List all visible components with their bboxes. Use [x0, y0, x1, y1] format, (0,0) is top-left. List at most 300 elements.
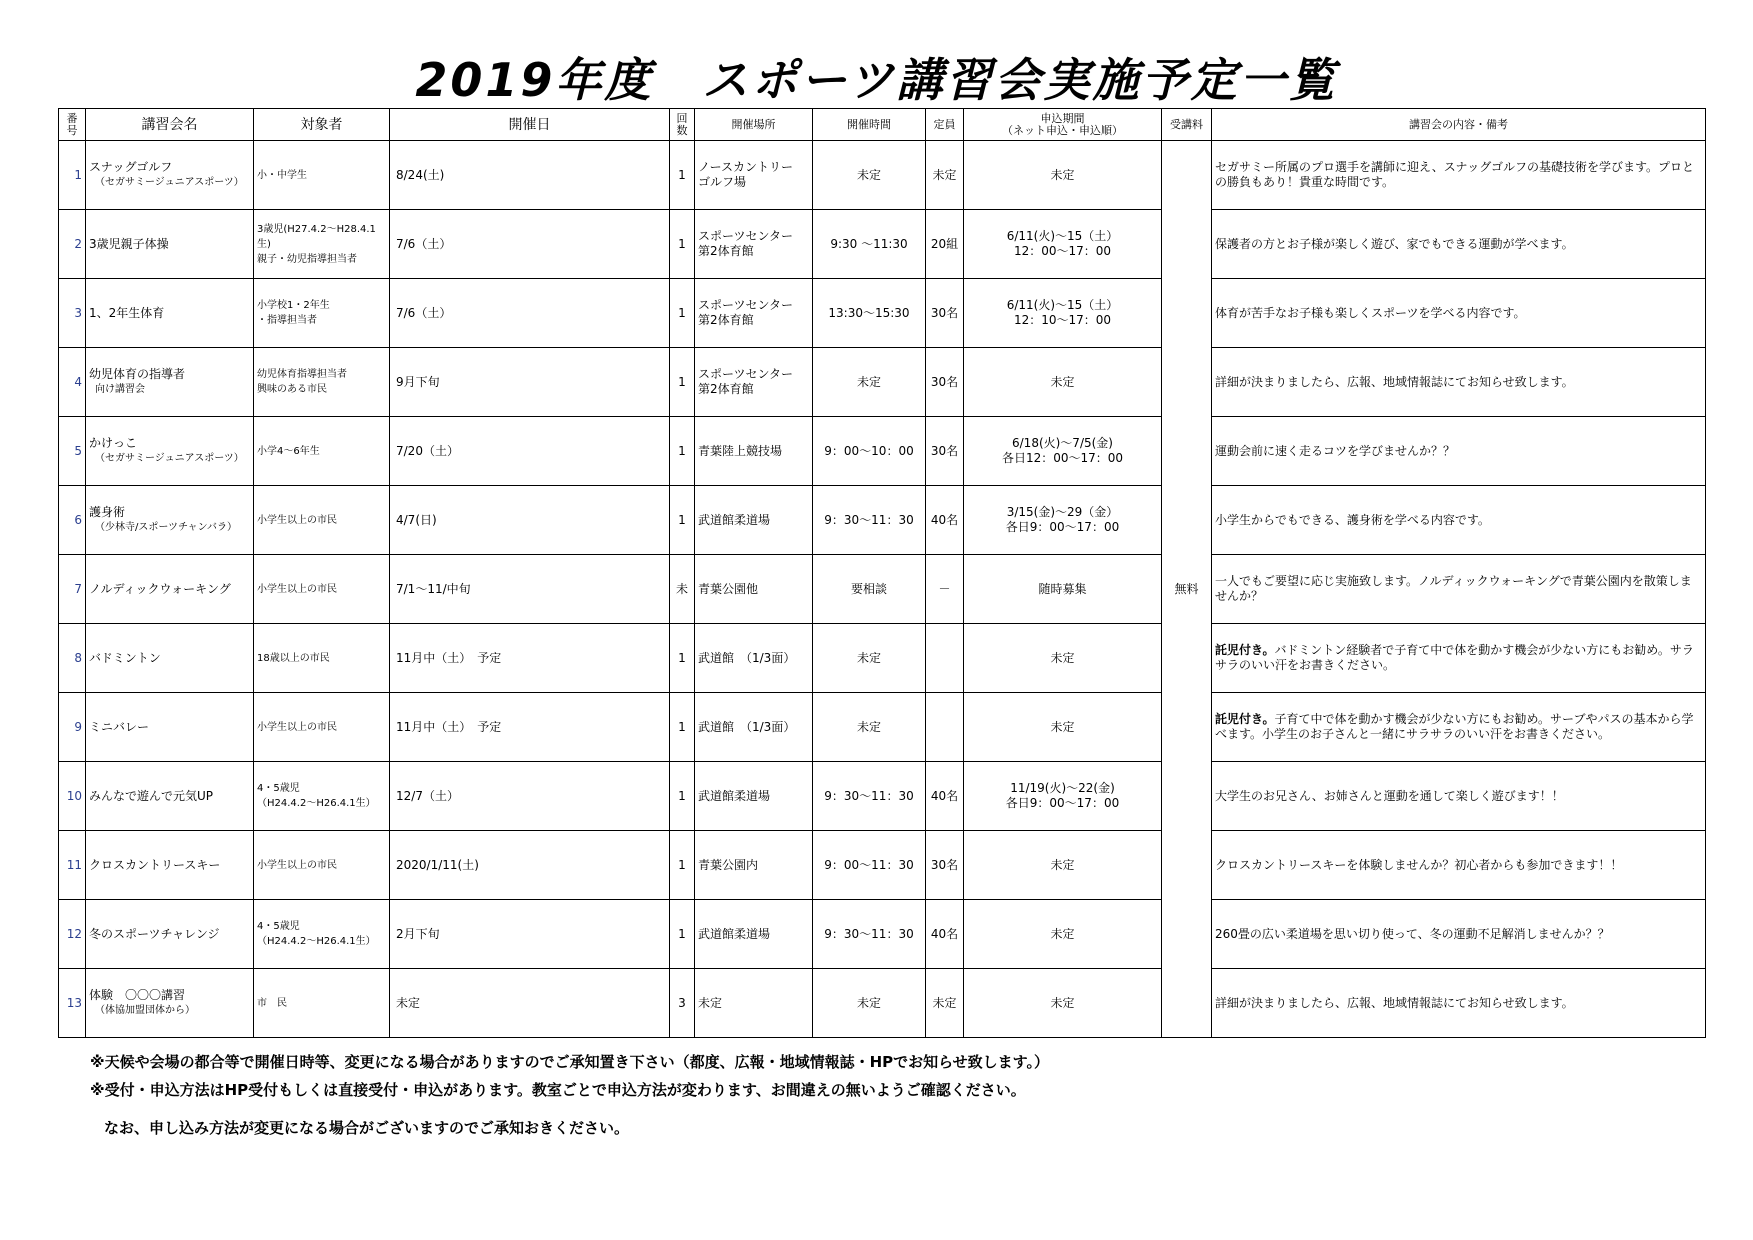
row-count-count: 1 — [678, 650, 686, 665]
row-apply-apply1: 未定 — [1050, 926, 1075, 941]
row-content — [1212, 624, 1706, 693]
row-capacity-capacity: 30名 — [930, 374, 959, 389]
row-place — [695, 969, 813, 1038]
row-name — [86, 279, 254, 348]
row-content-text: 子育て中で体を動かす機会が少ない方にもお勧め。サーブやパスの基本から学べます。小学生のお子さんと一緒にサラサラのいい汗をお書きください。 — [1215, 712, 1694, 741]
row-count-count: 1 — [678, 236, 686, 251]
row-time — [813, 624, 926, 693]
row-place-place2: 第2体育館 — [698, 244, 754, 258]
row-content-highlight: 託児付き。 — [1215, 643, 1275, 657]
row-count — [670, 417, 695, 486]
row-number — [59, 969, 86, 1038]
row-name — [86, 348, 254, 417]
row-content-text: バドミントン経験者で子育て中で体を動かす機会が少ない方にもお勧め。サラサラのいい汗をお書きください。 — [1215, 643, 1694, 672]
row-apply-apply1: 6/11(火)～15（土） — [1006, 229, 1119, 243]
row-apply-apply2: 12：00～17：00 — [1013, 244, 1112, 258]
row-content — [1212, 417, 1706, 486]
row-number-no: 2 — [74, 236, 82, 251]
row-capacity-capacity: 40名 — [930, 512, 959, 527]
header-place: 開催場所 — [695, 109, 813, 141]
page-title: 2019年度 スポーツ講習会実施予定一覧 — [415, 53, 1338, 107]
header-date: 開催日 — [390, 109, 670, 141]
footnote-3: なお、申し込み方法が変更になる場合がございますのでご承知おきください。 — [104, 1119, 630, 1137]
row-number-no: 3 — [74, 305, 82, 320]
row-time-time: 9：30～11：30 — [824, 512, 914, 527]
row-target-target1: 小学生以上の市民 — [257, 721, 337, 733]
row-name-name: 幼児体育の指導者 — [89, 367, 186, 381]
row-name-name: 3歳児親子体操 — [89, 236, 169, 251]
row-date-date: 8/24(土) — [396, 167, 445, 182]
row-capacity-capacity: － — [938, 581, 951, 596]
row-content — [1212, 486, 1706, 555]
row-name-name: 護身術 — [89, 505, 126, 519]
table-row — [59, 624, 1706, 693]
row-apply-apply1: 未定 — [1050, 995, 1075, 1010]
row-apply — [964, 900, 1162, 969]
row-content — [1212, 831, 1706, 900]
row-place-place1: 武道館 （1/3面） — [698, 719, 796, 734]
row-date — [390, 900, 670, 969]
row-target — [254, 762, 390, 831]
row-apply-apply1: 3/15(金)～29（金） — [1006, 505, 1119, 519]
row-target — [254, 348, 390, 417]
header-capacity: 定員 — [926, 109, 964, 141]
row-number-no: 12 — [66, 926, 82, 941]
row-place-place1: スポーツセンター — [698, 229, 794, 243]
row-apply-apply2: 各日9：00～17：00 — [1005, 796, 1120, 810]
table-row — [59, 417, 1706, 486]
row-time-time: 9：00～11：30 — [824, 857, 914, 872]
row-date — [390, 486, 670, 555]
row-content-text: 運動会前に速く走るコツを学びませんか？？ — [1215, 443, 1456, 458]
row-count — [670, 555, 695, 624]
row-apply-apply2: 12：10～17：00 — [1013, 313, 1112, 327]
row-number — [59, 831, 86, 900]
row-apply-apply1: 未定 — [1050, 374, 1075, 389]
row-content — [1212, 969, 1706, 1038]
row-number-no: 1 — [74, 167, 82, 182]
row-place-place1: 青葉陸上競技場 — [698, 443, 783, 458]
row-place-place1: ノースカントリー — [698, 160, 794, 174]
row-time-time: 13:30～15:30 — [828, 305, 910, 320]
row-date — [390, 762, 670, 831]
row-place — [695, 624, 813, 693]
row-capacity — [926, 141, 964, 210]
row-time-time: 未定 — [856, 650, 881, 665]
row-date — [390, 417, 670, 486]
header-name: 講習会名 — [86, 109, 254, 141]
row-count — [670, 831, 695, 900]
row-target-target2: （H24.4.2～H26.4.1生） — [257, 798, 376, 809]
header-apply-line1: 申込期間 — [1040, 111, 1085, 125]
row-apply-apply1: 6/18(火)～7/5(金) — [1012, 436, 1113, 450]
row-number — [59, 624, 86, 693]
row-place — [695, 831, 813, 900]
row-date-date: 2020/1/11(土) — [396, 857, 479, 872]
row-place — [695, 279, 813, 348]
row-target-target1: 小・中学生 — [257, 169, 307, 181]
row-count-count: 1 — [678, 788, 686, 803]
row-name — [86, 624, 254, 693]
row-target-target2: ・指導担当者 — [257, 315, 317, 326]
row-content — [1212, 279, 1706, 348]
row-capacity-capacity: 未定 — [932, 167, 957, 182]
row-date — [390, 693, 670, 762]
row-time — [813, 969, 926, 1038]
row-time — [813, 555, 926, 624]
row-target-target1: 4・5歳児 — [257, 921, 300, 932]
row-time-time: 未定 — [856, 374, 881, 389]
row-capacity — [926, 831, 964, 900]
row-place — [695, 693, 813, 762]
row-target — [254, 693, 390, 762]
row-name — [86, 210, 254, 279]
row-content — [1212, 141, 1706, 210]
row-capacity — [926, 762, 964, 831]
row-date-date: 2月下旬 — [396, 926, 440, 941]
row-time — [813, 762, 926, 831]
row-time — [813, 900, 926, 969]
row-apply-apply2: 各日12：00～17：00 — [1001, 451, 1124, 465]
row-count — [670, 486, 695, 555]
row-number — [59, 762, 86, 831]
row-target — [254, 624, 390, 693]
row-name-name: みんなで遊んで元気UP — [89, 788, 214, 803]
row-name — [86, 762, 254, 831]
row-date-date: 4/7(日) — [396, 512, 437, 527]
row-target — [254, 417, 390, 486]
row-count-count: 3 — [678, 995, 686, 1010]
header-content: 講習会の内容・備考 — [1212, 109, 1706, 141]
row-date — [390, 969, 670, 1038]
header-time: 開催時間 — [813, 109, 926, 141]
row-name-name: クロスカントリースキー — [89, 857, 221, 872]
row-apply — [964, 210, 1162, 279]
table-row — [59, 348, 1706, 417]
row-place — [695, 486, 813, 555]
row-name-name: 1、2年生体育 — [89, 305, 165, 320]
row-count-count: 1 — [678, 926, 686, 941]
row-capacity-capacity: 40名 — [930, 926, 959, 941]
row-apply-apply2: 各日9：00～17：00 — [1005, 520, 1120, 534]
header-apply-line2: （ネット申込・申込順） — [1002, 123, 1123, 137]
row-count — [670, 624, 695, 693]
row-target-target1: 3歳児(H27.4.2～H28.4.1生) — [257, 223, 376, 250]
row-capacity-capacity: 30名 — [930, 857, 959, 872]
schedule-table — [58, 108, 1706, 1038]
row-place-place2: 第2体育館 — [698, 382, 754, 396]
row-place — [695, 417, 813, 486]
row-date — [390, 348, 670, 417]
row-count-count: 1 — [678, 512, 686, 527]
row-target — [254, 141, 390, 210]
row-name — [86, 486, 254, 555]
row-apply-apply1: 未定 — [1050, 857, 1075, 872]
row-content — [1212, 210, 1706, 279]
row-capacity — [926, 210, 964, 279]
row-count — [670, 210, 695, 279]
row-target-target1: 市 民 — [257, 997, 287, 1009]
table-row — [59, 486, 1706, 555]
row-number — [59, 486, 86, 555]
row-place-place1: 武道館柔道場 — [698, 512, 771, 527]
row-time-time: 9：30～11：30 — [824, 926, 914, 941]
row-number — [59, 693, 86, 762]
row-number-no: 11 — [66, 857, 82, 872]
row-date — [390, 831, 670, 900]
row-target-target1: 18歳以上の市民 — [257, 652, 330, 664]
row-apply-apply1: 随時募集 — [1038, 581, 1087, 596]
row-number — [59, 141, 86, 210]
row-time — [813, 693, 926, 762]
row-count — [670, 969, 695, 1038]
row-name-name-sub: （セガサミージュニアスポーツ） — [95, 453, 244, 464]
row-date-date: 12/7（土） — [396, 788, 459, 803]
row-capacity — [926, 279, 964, 348]
row-target-target2: 親子・幼児指導担当者 — [257, 253, 357, 265]
row-name-name: バドミントン — [89, 650, 161, 665]
row-count-count: 1 — [678, 857, 686, 872]
row-content-text: 一人でもご要望に応じ実施致します。ノルディックウォーキングで青葉公園内を散策しませんか？ — [1215, 574, 1692, 603]
row-time-time: 9:30 ～11:30 — [830, 236, 908, 251]
row-content — [1212, 762, 1706, 831]
footnote-2: ※受付・申込方法はHP受付もしくは直接受付・申込があります。教室ごとで申込方法が変わります、お間違えの無いようご確認ください。 — [90, 1081, 1026, 1099]
row-apply-apply1: 11/19(火)～22(金) — [1010, 781, 1115, 795]
row-content — [1212, 348, 1706, 417]
row-apply — [964, 417, 1162, 486]
row-place-place1: スポーツセンター — [698, 367, 794, 381]
row-date — [390, 279, 670, 348]
row-date — [390, 555, 670, 624]
row-time-time: 要相談 — [850, 581, 887, 596]
row-count-count: 1 — [678, 719, 686, 734]
row-place — [695, 210, 813, 279]
row-target-target1: 小学生以上の市民 — [257, 583, 337, 595]
table-row — [59, 762, 1706, 831]
row-date — [390, 141, 670, 210]
row-count-count: 1 — [678, 305, 686, 320]
row-target — [254, 279, 390, 348]
row-apply-apply1: 未定 — [1050, 719, 1075, 734]
row-number — [59, 348, 86, 417]
row-content-text: 260畳の広い柔道場を思い切り使って、冬の運動不足解消しませんか？？ — [1215, 926, 1610, 941]
row-name-name: ミニバレー — [89, 719, 150, 734]
row-name — [86, 141, 254, 210]
row-name — [86, 900, 254, 969]
row-time — [813, 417, 926, 486]
row-target-target1: 幼児体育指導担当者 — [257, 369, 347, 380]
row-date-date: 7/6（土） — [396, 305, 452, 320]
row-name-name: 冬のスポーツチャレンジ — [89, 926, 220, 941]
row-place-place1: 未定 — [698, 995, 723, 1010]
row-place-place1: 武道館柔道場 — [698, 788, 771, 803]
row-name-name: ノルディックウォーキング — [89, 581, 231, 596]
row-number-no: 7 — [74, 581, 82, 596]
row-name-name: スナッグゴルフ — [89, 160, 173, 174]
row-target — [254, 555, 390, 624]
row-count-count: 1 — [678, 443, 686, 458]
header-count: 回数 — [670, 109, 695, 141]
header-apply — [964, 109, 1162, 141]
row-capacity-capacity: 30名 — [930, 443, 959, 458]
row-apply — [964, 693, 1162, 762]
row-capacity-capacity: 40名 — [930, 788, 959, 803]
row-apply — [964, 762, 1162, 831]
row-place — [695, 555, 813, 624]
row-content-text: 小学生からでもできる、護身術を学べる内容です。 — [1215, 512, 1490, 527]
row-time-time: 9：30～11：30 — [824, 788, 914, 803]
table-row — [59, 831, 1706, 900]
row-date-date: 9月下旬 — [396, 374, 440, 389]
row-time — [813, 348, 926, 417]
row-name-name-sub: （体協加盟団体から） — [95, 1005, 195, 1016]
row-place — [695, 348, 813, 417]
row-content — [1212, 555, 1706, 624]
row-name — [86, 555, 254, 624]
row-place-place2: 第2体育館 — [698, 313, 754, 327]
row-target-target2: 興味のある市民 — [257, 384, 327, 395]
row-content-text: 体育が苦手なお子様も楽しくスポーツを学べる内容です。 — [1215, 305, 1526, 320]
row-name-name-sub: 向け講習会 — [95, 384, 145, 395]
row-capacity — [926, 969, 964, 1038]
table-row — [59, 279, 1706, 348]
row-number — [59, 900, 86, 969]
row-date-date: 7/6（土） — [396, 236, 452, 251]
row-place-place1: 青葉公園内 — [698, 857, 759, 872]
row-date-date: 11月中（土） 予定 — [396, 719, 502, 734]
row-target — [254, 210, 390, 279]
row-place — [695, 141, 813, 210]
row-target-target1: 4・5歳児 — [257, 783, 300, 794]
row-count — [670, 279, 695, 348]
row-name-name: 体験 〇〇〇講習 — [89, 988, 186, 1002]
row-count-count: 未 — [675, 581, 688, 596]
row-number-no: 6 — [74, 512, 82, 527]
row-capacity — [926, 486, 964, 555]
row-number — [59, 417, 86, 486]
row-name-name: かけっこ — [89, 436, 138, 450]
row-place — [695, 762, 813, 831]
row-content-text: 詳細が決まりましたら、広報、地域情報誌にてお知らせ致します。 — [1215, 995, 1574, 1010]
row-time — [813, 210, 926, 279]
row-content-text: セガサミー所属のプロ選手を講師に迎え、スナッグゴルフの基礎技術を学びます。プロとの勝負もあり！貴重な時間です。 — [1215, 160, 1695, 189]
row-capacity — [926, 693, 964, 762]
footnote-1: ※天候や会場の都合等で開催日時等、変更になる場合がありますのでご承知置き下さい（都度、広報・地域情報誌・HPでお知らせ致します。） — [90, 1053, 1049, 1071]
fee-cell: 無料 — [1162, 141, 1212, 1038]
row-target — [254, 831, 390, 900]
header-no: 番号 — [59, 109, 86, 141]
row-number — [59, 210, 86, 279]
row-place — [695, 900, 813, 969]
row-date — [390, 624, 670, 693]
row-number-no: 9 — [74, 719, 82, 734]
row-capacity-capacity: 20組 — [930, 236, 959, 251]
row-time — [813, 141, 926, 210]
row-time — [813, 486, 926, 555]
row-time — [813, 279, 926, 348]
footnotes — [90, 1048, 1049, 1142]
row-time-time: 未定 — [856, 167, 881, 182]
row-target — [254, 900, 390, 969]
row-apply — [964, 348, 1162, 417]
row-number-no: 8 — [74, 650, 82, 665]
row-place-place1: 青葉公園他 — [698, 581, 759, 596]
row-apply — [964, 624, 1162, 693]
table-row — [59, 210, 1706, 279]
row-capacity-capacity: 30名 — [930, 305, 959, 320]
table-row — [59, 693, 1706, 762]
row-count — [670, 693, 695, 762]
row-target — [254, 486, 390, 555]
row-target-target2: （H24.4.2～H26.4.1生） — [257, 936, 376, 947]
row-content-text: 保護者の方とお子様が楽しく遊び、家でもできる運動が学べます。 — [1215, 236, 1574, 251]
row-name-name-sub: （セガサミージュニアスポーツ） — [95, 177, 244, 188]
table-row — [59, 900, 1706, 969]
row-target-target1: 小学生以上の市民 — [257, 859, 337, 871]
row-place-place1: 武道館 （1/3面） — [698, 650, 796, 665]
row-number — [59, 555, 86, 624]
row-apply — [964, 831, 1162, 900]
table-row — [59, 969, 1706, 1038]
row-number-no: 13 — [66, 995, 82, 1010]
row-count — [670, 900, 695, 969]
row-apply — [964, 555, 1162, 624]
row-capacity — [926, 417, 964, 486]
row-capacity — [926, 348, 964, 417]
row-target-target1: 小学4～6年生 — [257, 445, 320, 457]
row-time-time: 9：00～10：00 — [824, 443, 914, 458]
row-count — [670, 348, 695, 417]
header-fee: 受講料 — [1162, 109, 1212, 141]
row-apply — [964, 141, 1162, 210]
row-number-no: 4 — [74, 374, 82, 389]
row-time-time: 未定 — [856, 995, 881, 1010]
row-capacity — [926, 555, 964, 624]
row-capacity — [926, 624, 964, 693]
row-number-no: 10 — [66, 788, 82, 803]
row-date-date: 11月中（土） 予定 — [396, 650, 502, 665]
row-apply — [964, 486, 1162, 555]
table-row — [59, 555, 1706, 624]
row-count-count: 1 — [678, 167, 686, 182]
row-name-name-sub: （少林寺/スポーツチャンバラ） — [95, 522, 237, 533]
row-content — [1212, 693, 1706, 762]
row-time — [813, 831, 926, 900]
row-target — [254, 969, 390, 1038]
row-time-time: 未定 — [856, 719, 881, 734]
row-content-text: クロスカントリースキーを体験しませんか？初心者からも参加できます！！ — [1215, 857, 1623, 872]
row-target-target1: 小学生以上の市民 — [257, 514, 337, 526]
table-row — [59, 141, 1706, 210]
row-apply-apply1: 未定 — [1050, 650, 1075, 665]
row-count-count: 1 — [678, 374, 686, 389]
row-apply-apply1: 未定 — [1050, 167, 1075, 182]
table-header-row — [59, 109, 1706, 141]
row-capacity — [926, 900, 964, 969]
row-content-highlight: 託児付き。 — [1215, 712, 1275, 726]
row-place-place1: スポーツセンター — [698, 298, 794, 312]
row-apply — [964, 969, 1162, 1038]
row-name — [86, 417, 254, 486]
row-target-target1: 小学校1・2年生 — [257, 300, 330, 311]
row-number-no: 5 — [74, 443, 82, 458]
row-content-text: 詳細が決まりましたら、広報、地域情報誌にてお知らせ致します。 — [1215, 374, 1574, 389]
header-target: 対象者 — [254, 109, 390, 141]
row-apply-apply1: 6/11(火)～15（土） — [1006, 298, 1119, 312]
row-content — [1212, 900, 1706, 969]
row-place-place1: 武道館柔道場 — [698, 926, 771, 941]
row-date — [390, 210, 670, 279]
